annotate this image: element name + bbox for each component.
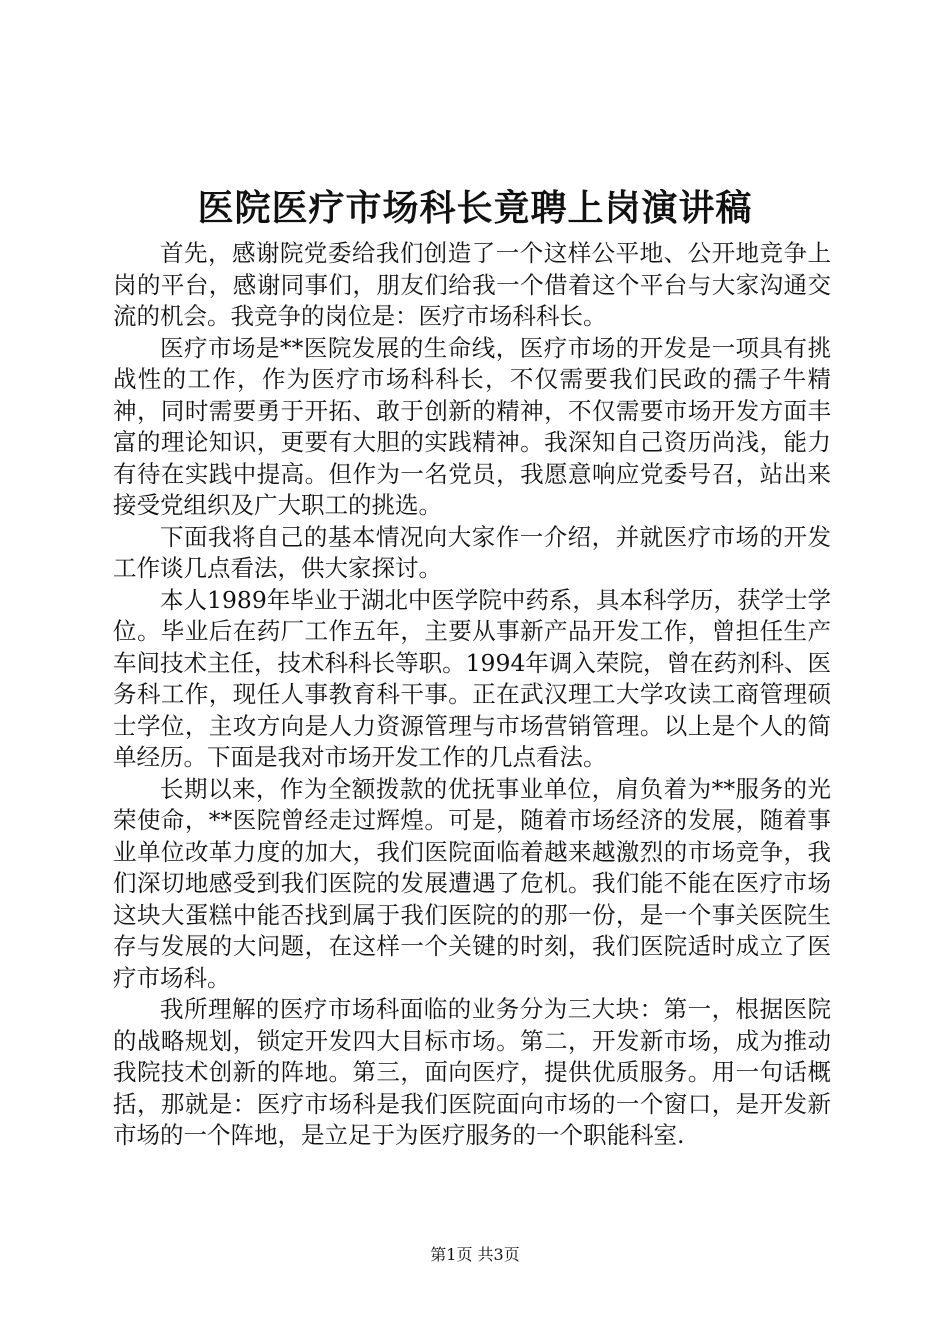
- paragraph: 本人1989年毕业于湖北中医学院中药系，具本科学历，获学士学位。毕业后在药厂工作五年，主要从事新产品开发工作，曾担任生产车间技术主任，技术科科长等职。1994年调入荣院，曾在药剂科、医务科工作，现任人事教育科干事。正在武汉理工大学攻读工商管理硕士学位，主攻方向是人力资源管理与市场营销管理。以上是个人的简单经历。下面是我对市场开发工作的几点看法。: [113, 585, 831, 771]
- paragraph: 长期以来，作为全额拨款的优抚事业单位，肩负着为**服务的光荣使命，**医院曾经走过辉煌。可是，随着市场经济的发展，随着事业单位改革力度的加大，我们医院面临着越来越激烈的市场竞争，我们深切地感受到我们医院的发展遭遇了危机。我们能不能在医疗市场这块大蛋糕中能否找到属于我们医院的的那一份，是一个事关医院生存与发展的大问题，在这样一个关键的时刻，我们医院适时成立了医疗市场科。: [113, 774, 831, 992]
- paragraph: 首先，感谢院党委给我们创造了一个这样公平地、公开地竞争上岗的平台，感谢同事们，朋友们给我一个借着这个平台与大家沟通交流的机会。我竞争的岗位是：医疗市场科科长。: [113, 239, 831, 330]
- page-footer: [0, 1244, 950, 1266]
- paragraph: 我所理解的医疗市场科面临的业务分为三大块：第一，根据医院的战略规划，锁定开发四大目标市场。第二，开发新市场，成为推动我院技术创新的阵地。第三，面向医疗，提供优质服务。用一句话概括，那就是：医疗市场科是我们医院面向市场的一个窗口，是开发新市场的一个阵地，是立足于为医疗服务的一个职能科室.: [113, 995, 831, 1149]
- paragraph: 医疗市场是**医院发展的生命线，医疗市场的开发是一项具有挑战性的工作，作为医疗市场科科长，不仅需要我们民政的孺子牛精神，同时需要勇于开拓、敢于创新的精神，不仅需要市场开发方面丰富的理论知识，更要有大胆的实践精神。我深知自己资历尚浅，能力有待在实践中提高。但作为一名党员，我愿意响应党委号召，站出来接受党组织及广大职工的挑选。: [113, 333, 831, 519]
- page-indicator: 第1页 共3页: [430, 1245, 520, 1264]
- document-title: 医院医疗市场科长竟聘上岗演讲稿: [197, 187, 753, 229]
- document-body: [113, 238, 831, 1152]
- paragraph: 下面我将自己的基本情况向大家作一介绍，并就医疗市场的开发工作谈几点看法，供大家探讨。: [113, 522, 831, 582]
